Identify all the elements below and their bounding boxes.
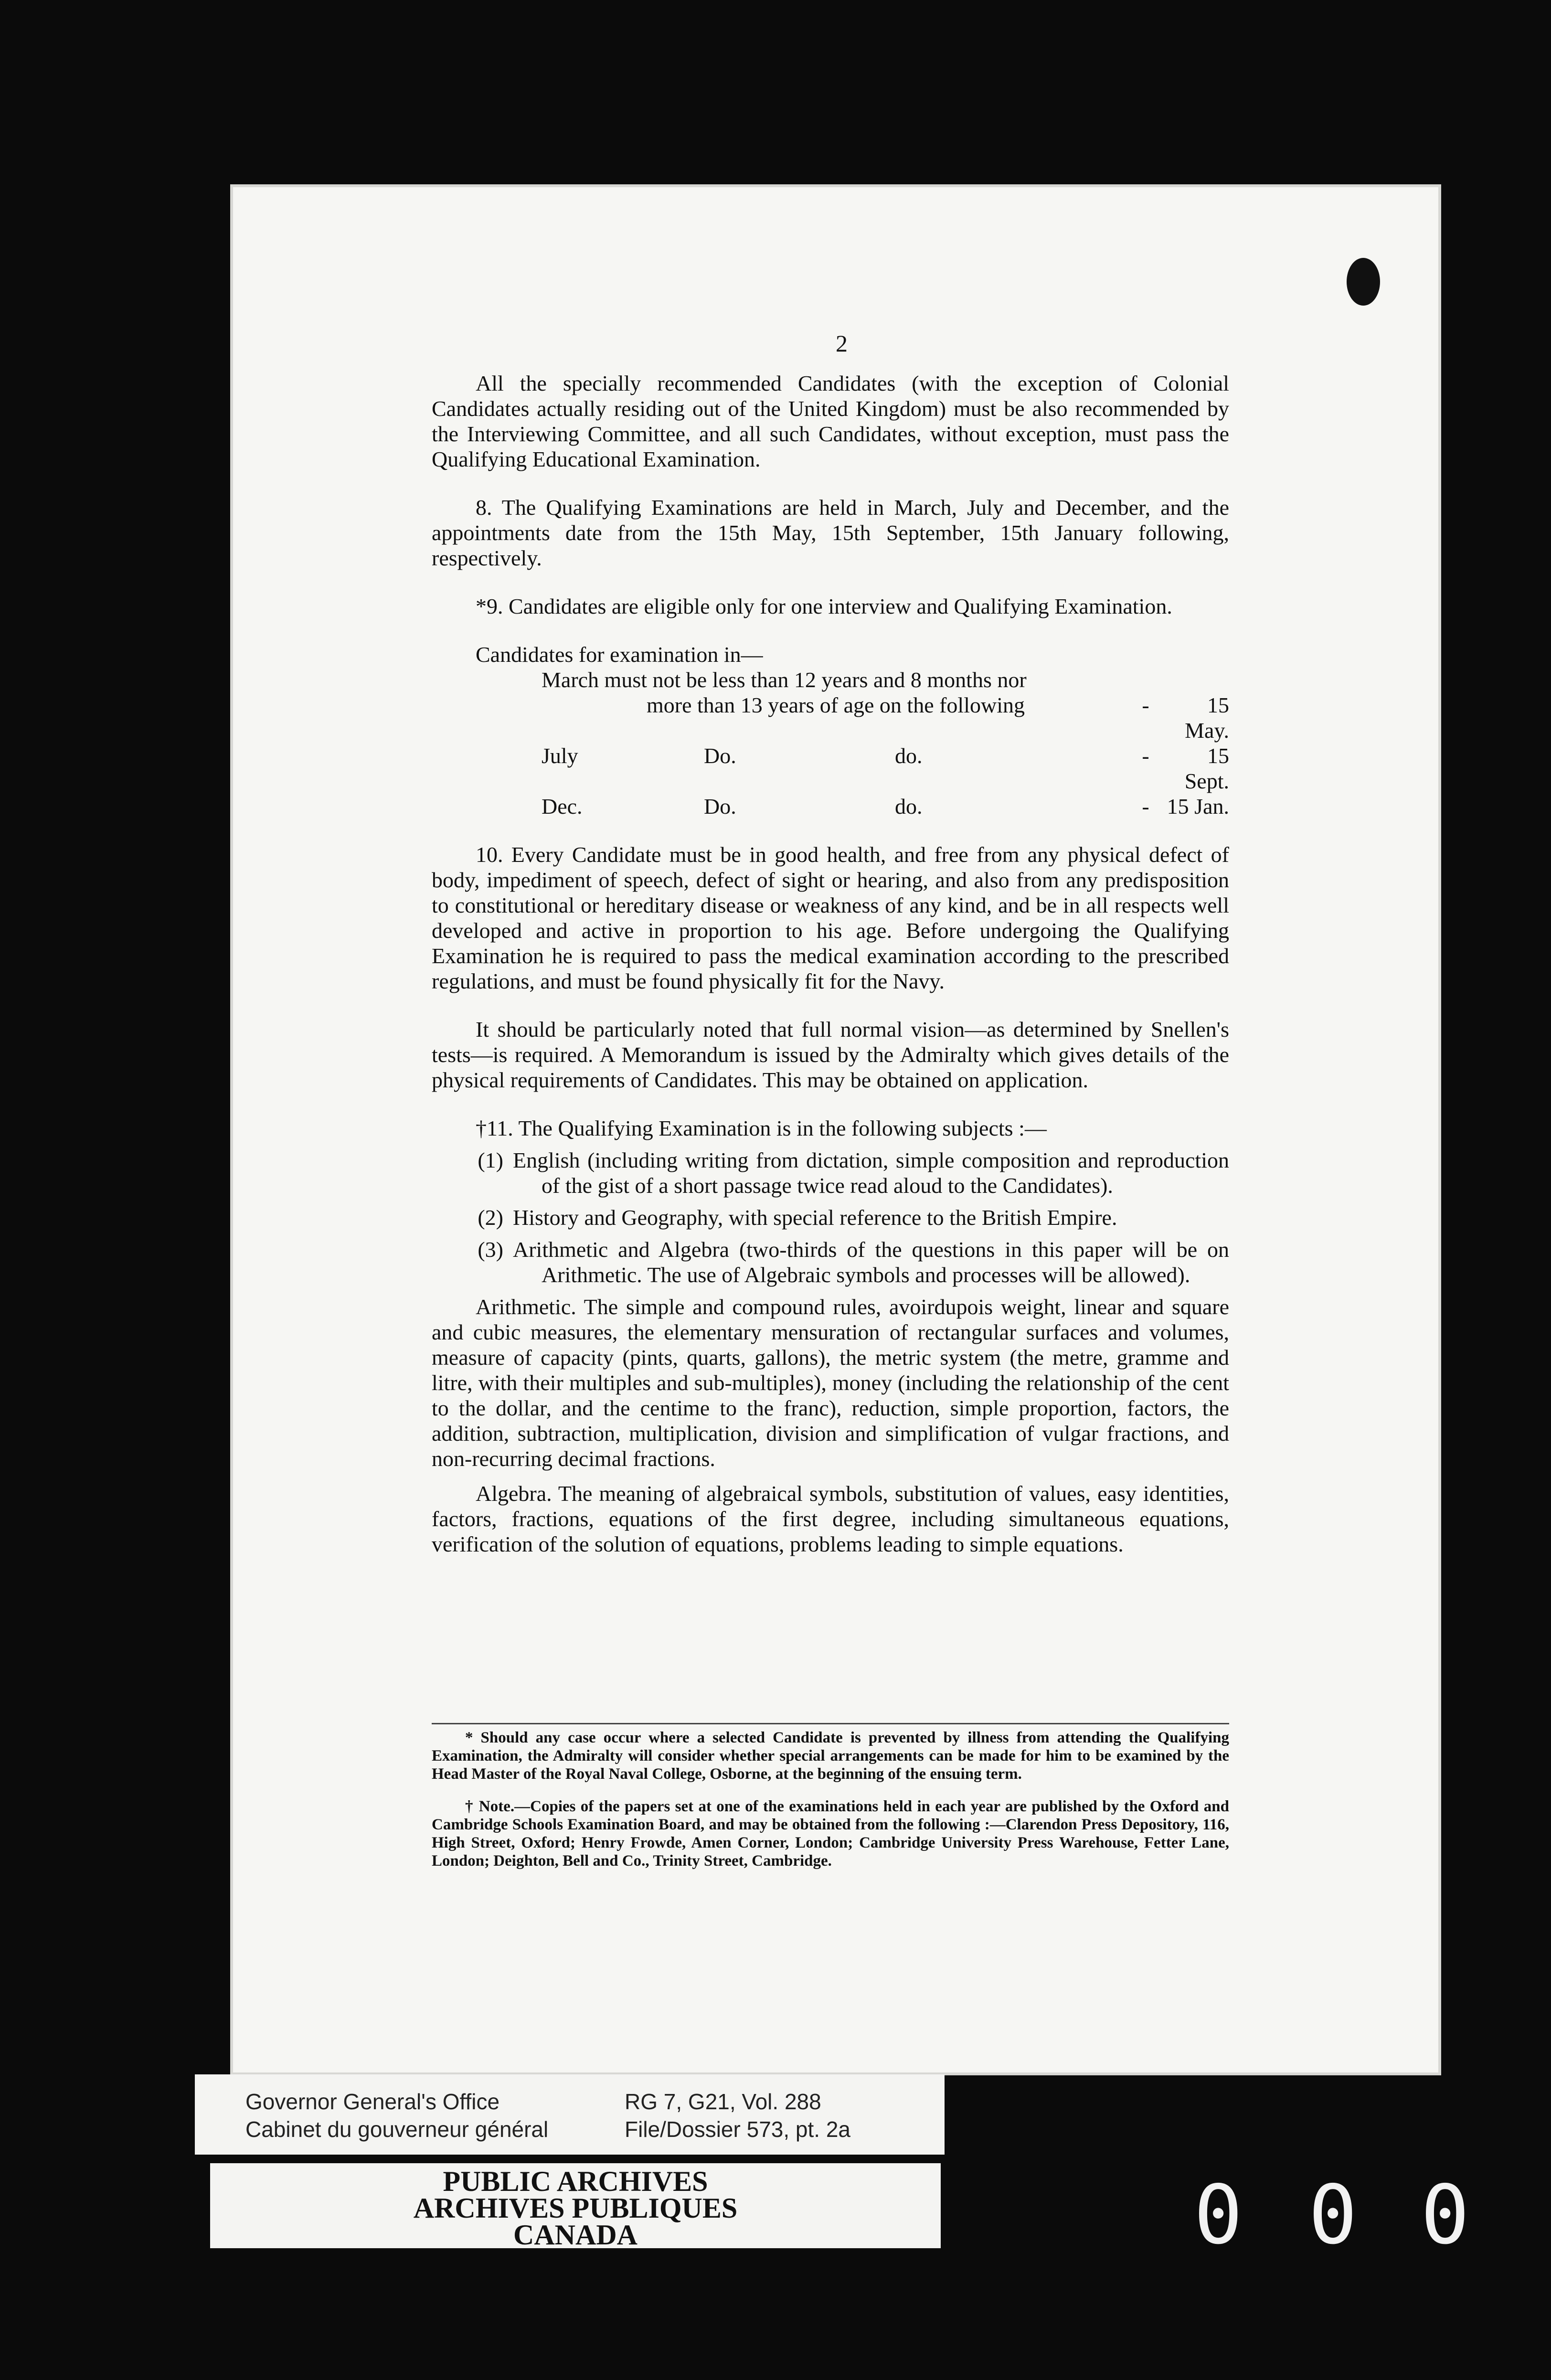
- footnote-asterisk: * Should any case occur where a selected Candidate is prevented by illness from attending the Qualifying Examination, the Admiralty will consider whether special arrangements can be made for him to be examined by the Head Master of the Royal Naval College, Osborne, at the beginning of the ensuing term.: [432, 1729, 1229, 1783]
- subject-1: (1) English (including writing from dictation, simple composition and reproduction of the gist of a short passage twice read aloud to the Candidates).: [478, 1148, 1229, 1198]
- page-number: 2: [836, 330, 848, 357]
- frame-digit-2: 0: [1308, 2168, 1358, 2263]
- stamp-line-1: PUBLIC ARCHIVES: [443, 2166, 708, 2197]
- document-body: [432, 371, 1229, 1566]
- footnotes: [432, 1729, 1229, 1884]
- paragraph-vision: It should be particularly noted that full normal vision—as determined by Snellen's tests—is required. A Memorandum is issued by the Admiralty which gives details of the physical requirements of Candidates. This may be obtained on application.: [432, 1017, 1229, 1092]
- algebra-syllabus: Algebra. The meaning of algebraical symbols, substitution of values, easy identities, factors, fractions, equations of the first degree, including simultaneous equations, verification of the solution of equations, problems leading to simple equations.: [432, 1481, 1229, 1556]
- office-english: Governor General's Office: [245, 2089, 500, 2114]
- paragraph-10: 10. Every Candidate must be in good health, and free from any physical defect of body, impediment of speech, defect of sight or hearing, and also from any predisposition to constitutional or hereditary disease or weakness of any kind, and be in all respects well developed and active in proportion to his age. Before undergoing the Qualifying Examination he is required to pass the medical examination according to the prescribed regulations, and must be found physically fit for the Navy.: [432, 842, 1229, 993]
- ink-blot: [1347, 258, 1380, 306]
- record-group: RG 7, G21, Vol. 288: [625, 2089, 821, 2114]
- age-row-march: March must not be less than 12 years and 8 months nor: [542, 668, 1027, 692]
- office-french: Cabinet du gouverneur général: [245, 2117, 549, 2142]
- footnote-rule: [432, 1723, 1229, 1724]
- frame-digit-1: 0: [1194, 2168, 1243, 2263]
- arithmetic-syllabus: Arithmetic. The simple and compound rules, avoirdupois weight, linear and square and cubic measures, the elementary mensuration of rectangular surfaces and volumes, measure of capacity (pints, quarts, gallons), the metric system (the metre, gramme and litre, with their multiples and sub-multiples), money (including the relationship of the cent to the dollar, and the centime to the franc), reduction, simple proportion, factors, the addition, subtraction, multiplication, division and simplification of vulgar fractions, and non-recurring decimal fractions.: [432, 1295, 1229, 1471]
- subject-3: (3) Arithmetic and Algebra (two-thirds of the questions in this paper will be on Arithmetic. The use of Algebraic symbols and processes will be allowed).: [478, 1237, 1229, 1287]
- file-dossier: File/Dossier 573, pt. 2a: [625, 2117, 851, 2142]
- stamp-line-2: ARCHIVES PUBLIQUES: [413, 2192, 738, 2224]
- archives-stamp: [210, 2163, 941, 2251]
- footnote-dagger: † Note.—Copies of the papers set at one of the examinations held in each year are published by the Oxford and Cambridge Schools Examination Board, and may be obtained from the following :—Clarendon Press Depository, 116, High Street, Oxford; Henry Frowde, Amen Corner, London; Cambridge University Press Warehouse, Fetter Lane, London; Deighton, Bell and Co., Trinity Street, Cambridge.: [432, 1798, 1229, 1870]
- archive-label: [195, 2074, 945, 2155]
- stamp-line-3: CANADA: [513, 2219, 637, 2251]
- subject-2: (2) History and Geography, with special reference to the British Empire.: [478, 1205, 1117, 1230]
- age-row-july: July Do. do. - 15 Sept.: [542, 744, 1229, 793]
- paragraph-recommended-candidates: All the specially recommended Candidates (with the exception of Colonial Candidates actually residing out of the United Kingdom) must be also recommended by the Interviewing Committee, and all such Candidates, without exception, must pass the Qualifying Educational Examination.: [432, 371, 1229, 471]
- paragraph-11: †11. The Qualifying Examination is in the following subjects :—: [476, 1116, 1047, 1140]
- frame-digit-3: 0: [1421, 2168, 1470, 2263]
- age-row-march-cont: more than 13 years of age on the following - 15 May.: [647, 693, 1229, 743]
- paragraph-8: 8. The Qualifying Examinations are held in March, July and December, and the appointments date from the 15th May, 15th September, 15th January following, respectively.: [432, 495, 1229, 570]
- age-row-dec: Dec. Do. do. - 15 Jan.: [542, 794, 1229, 818]
- paragraph-candidates-for-exam: Candidates for examination in—: [476, 642, 763, 667]
- paragraph-9: *9. Candidates are eligible only for one interview and Qualifying Examination.: [476, 594, 1172, 618]
- age-table: [432, 667, 1229, 819]
